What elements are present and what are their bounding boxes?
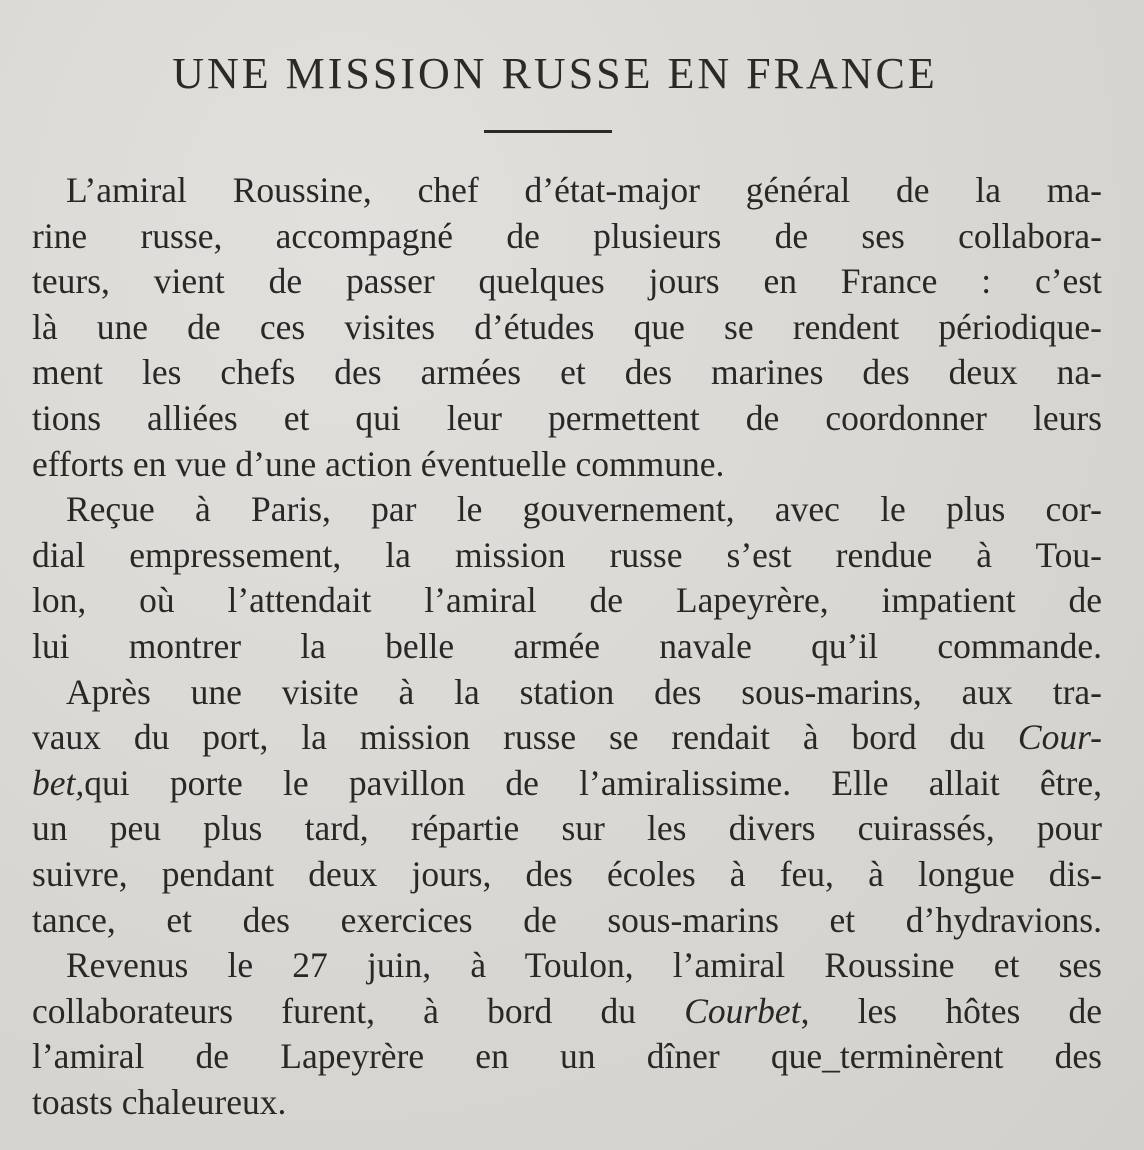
text-line: Après une visite à la station des sous-marins, aux tra- (66, 671, 1102, 712)
text-line: ment les chefs des armées et des marines des deux na- (32, 352, 1102, 393)
text-line: Reçue à Paris, par le gouvernement, avec le plus cor- (66, 489, 1102, 530)
text-line (32, 761, 1102, 807)
paragraph-3 (32, 670, 1102, 944)
ship-name-italic: Cour- (1017, 717, 1102, 758)
text-fragment: qui porte le pavillon de l’amiralissime. Elle allait être, (84, 762, 1102, 803)
text-line (32, 989, 1102, 1035)
text-line: suivre, pendant deux jours, des écoles à feu, à longue dis- (32, 853, 1102, 894)
text-line: teurs, vient de passer quelques jours en France : c’est (32, 261, 1102, 302)
text-line: tance, et des exercices de sous-marins et d’hydravions. (32, 899, 1102, 940)
text-line: un peu plus tard, répartie sur les divers cuirassés, pour (32, 808, 1102, 849)
ship-name-italic: bet, (32, 762, 85, 803)
text-line: rine russe, accompagné de plusieurs de ses collabora- (32, 215, 1102, 256)
title-divider (484, 130, 612, 133)
paragraph-2 (32, 487, 1102, 669)
text-line: l’amiral de Lapeyrère en un dîner que_terminèrent des (32, 1036, 1102, 1077)
text-line: efforts en vue d’une action éventuelle commune. (32, 443, 725, 484)
text-fragment: collaborateurs furent, à bord du (32, 990, 685, 1031)
paragraph-1 (32, 168, 1102, 487)
text-fragment: , les hôtes de (800, 990, 1102, 1031)
text-line: là une de ces visites d’études que se rendent périodique- (32, 306, 1102, 347)
text-line (32, 715, 1102, 761)
text-line: tions alliées et qui leur permettent de coordonner leurs (32, 397, 1102, 438)
text-line: dial empressement, la mission russe s’est rendue à Tou- (32, 534, 1102, 575)
paragraph-4 (32, 943, 1102, 1125)
text-fragment: vaux du port, la mission russe se rendait à bord du (32, 717, 1018, 758)
text-line: Revenus le 27 juin, à Toulon, l’amiral Roussine et ses (66, 945, 1102, 986)
text-line: toasts chaleureux. (32, 1081, 287, 1122)
text-line: L’amiral Roussine, chef d’état-major général de la ma- (66, 170, 1102, 210)
text-line: lon, où l’attendait l’amiral de Lapeyrère, impatient de (32, 580, 1102, 621)
ship-name-italic: Courbet (684, 990, 801, 1031)
article-title: UNE MISSION RUSSE EN FRANCE (172, 49, 938, 98)
article-body (32, 168, 1102, 1125)
text-line: lui montrer la belle armée navale qu’il commande. (32, 625, 1102, 666)
